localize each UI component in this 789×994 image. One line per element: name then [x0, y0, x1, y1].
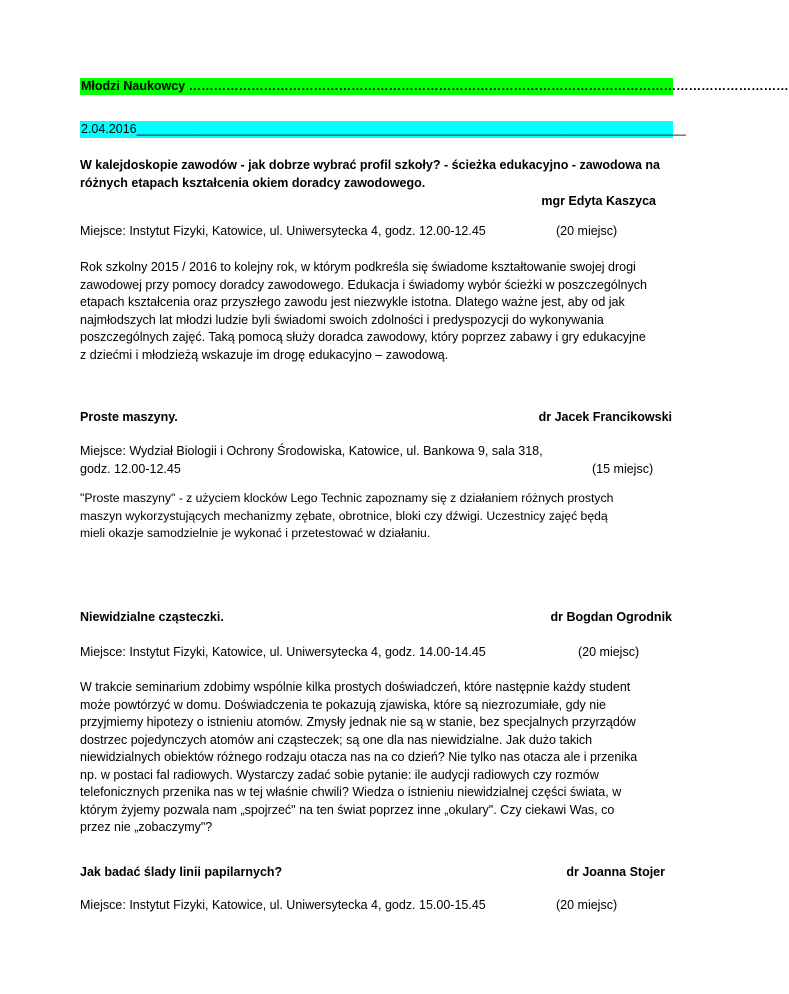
program-title: Młodzi Naukowcy ……………………………………………………………………………………………………………………………… — [81, 79, 789, 93]
description-line: telefonicznych przenika nas w tej właśnie chwili? Wiedza o istnieniu niewidzialnej części świata, w — [80, 785, 622, 799]
event-2-seats: (15 miejsc) — [592, 462, 654, 476]
event-4-seats: (20 miejsc) — [556, 898, 618, 912]
event-3-title: Niewidzialne cząsteczki. — [80, 610, 224, 624]
event-1-seats: (20 miejsc) — [556, 224, 618, 238]
event-1-location: Miejsce: Instytut Fizyki, Katowice, ul. Uniwersytecka 4, godz. 12.00-12.45 — [80, 224, 486, 238]
event-4-title: Jak badać ślady linii papilarnych? — [80, 865, 283, 879]
description-line: dostrzec pojedynczych atomów ani cząsteczek; są one dla nas niewidzialne. Jak dużo takich — [80, 732, 593, 747]
event-2-location-line: godz. 12.00-12.45 — [80, 461, 181, 476]
description-line: W trakcie seminarium zdobimy wspólnie kilka prostych doświadczeń, które następnie każdy student — [80, 680, 631, 694]
event-1-title-line: W kalejdoskopie zawodów - jak dobrze wybrać profil szkoły? - ścieżka edukacyjno - zawodowa na — [80, 158, 661, 172]
event-2-location-line: Miejsce: Wydział Biologii i Ochrony Środowiska, Katowice, ul. Bankowa 9, sala 318, — [80, 444, 543, 458]
description-line: niewidzialnych obiektów różnego rodzaju otacza nas na co dzień? Nie tylko nas otacza ale i przenika — [80, 750, 638, 764]
description-line: którym żyjemy pozwala nam „spojrzeć" na ten świat poprzez inne „okulary". Czy ciekawi Was, co — [80, 802, 615, 817]
event-4-presenter: dr Joanna Stojer — [566, 865, 665, 879]
description-line: poszczególnych zajęć. Taką pomocą służy doradca zawodowy, który poprzez zabawy i gry edukacyjne — [80, 330, 646, 344]
event-2-presenter: dr Jacek Francikowski — [538, 410, 672, 424]
event-3-presenter: dr Bogdan Ogrodnik — [550, 610, 672, 624]
description-line: najmłodszych lat młodzi ludzie byli świadomi swoich zdolności i predyspozycji do wykonywania — [80, 312, 604, 327]
description-line: może powtórzyć w domu. Doświadczenia te pokazują zjawiska, które są niezrozumiałe, gdy nie — [80, 697, 606, 712]
description-line: przez nie „zobaczymy"? — [80, 820, 213, 834]
event-2-title: Proste maszyny. — [80, 410, 178, 424]
description-line: "Proste maszyny" - z użyciem klocków Lego Technic zapoznamy się z działaniem różnych prostych — [80, 491, 614, 505]
event-4-location: Miejsce: Instytut Fizyki, Katowice, ul. Uniwersytecka 4, godz. 15.00-15.45 — [80, 898, 486, 912]
program-date: 2.04.2016_______________________________________________________________________________ — [81, 122, 686, 136]
event-2-location — [80, 443, 670, 478]
description-line: etapach kształcenia oraz przyszłego zawodu jest niezwykle istotna. Dlatego ważne jest, aby od jak — [80, 295, 625, 309]
description-line: Rok szkolny 2015 / 2016 to kolejny rok, w którym podkreśla się świadome kształtowanie swojej drogi — [80, 260, 636, 274]
event-3-description — [80, 679, 675, 837]
event-2-description — [80, 490, 675, 543]
event-1-title-line: różnych etapach kształcenia okiem doradcy zawodowego. — [80, 175, 426, 190]
description-line: np. w postaci fal radiowych. Wystarczy zadać sobie pytanie: ile audycji radiowych czy rozmów — [80, 767, 599, 782]
description-line: maszyn wykorzystujących mechanizmy zębate, obrotnice, bloki czy dźwigi. Uczestnicy zajęć będą — [80, 508, 608, 523]
event-1-description — [80, 259, 675, 364]
description-line: przyjmiemy hipotezy o istnieniu atomów. Zmysły jednak nie są w stanie, bez specjalnych przyrządów — [80, 715, 636, 729]
event-1-title — [80, 157, 675, 192]
event-3-location: Miejsce: Instytut Fizyki, Katowice, ul. Uniwersytecka 4, godz. 14.00-14.45 — [80, 645, 486, 659]
description-line: mieli okazje samodzielnie je wykonać i przetestować w działaniu. — [80, 526, 431, 540]
event-3-seats: (20 miejsc) — [578, 645, 640, 659]
event-1-presenter: mgr Edyta Kaszyca — [541, 194, 656, 208]
description-line: zawodowej przy pomocy doradcy zawodowego. Edukacja i świadomy wybór ścieżki w poszczególnych — [80, 277, 647, 292]
description-line: z dziećmi i młodzieżą wskazuje im drogę edukacyjno – zawodową. — [80, 347, 449, 362]
